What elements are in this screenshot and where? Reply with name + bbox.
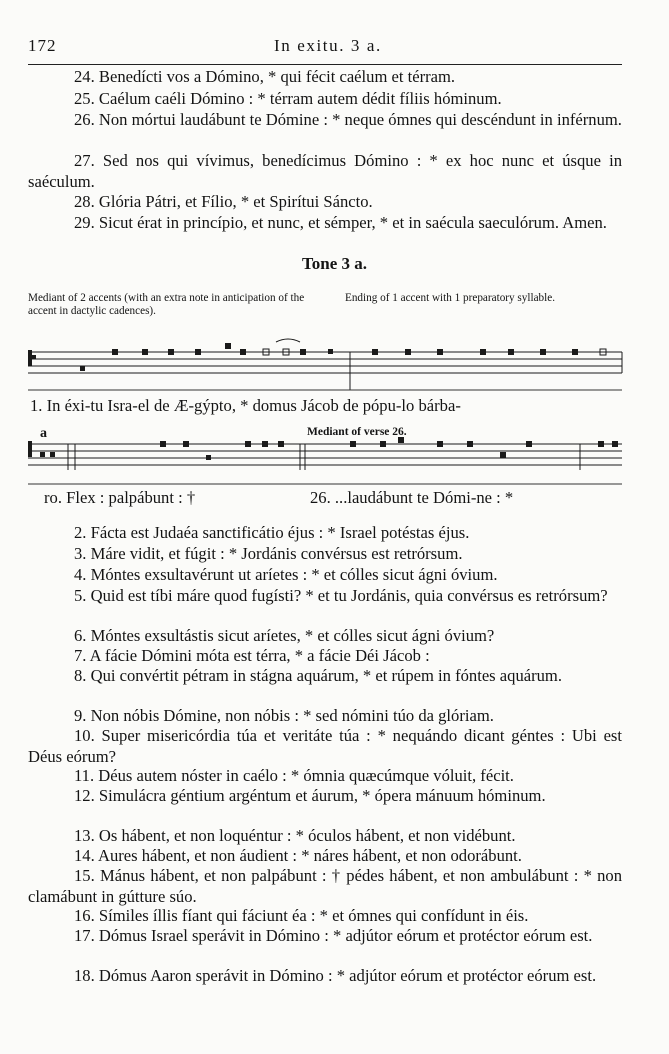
mediant-note: Mediant of 2 accents (with an extra note in anticipation of the accent in dactylic cadences).: [28, 292, 305, 317]
chant-lyrics-2-left: ro. Flex : palpábunt : †: [44, 488, 196, 507]
ending-note: Ending of 1 accent with 1 preparatory syllable.: [345, 292, 556, 304]
chant-lyrics-2-right: 26. ...laudábunt te Dómi-ne : *: [310, 488, 514, 507]
verse-8: 8. Qui convértit pétram in stágna aquárum, * et rúpem in fóntes aquárum.: [74, 666, 562, 685]
verse-17: 17. Dómus Israel sperávit in Dómino : * adjútor eórum et protéctor eórum est.: [74, 926, 593, 945]
verse-12: 12. Simulácra géntium argéntum et áurum, * ópera mánuum hóminum.: [74, 786, 546, 805]
verse-13: 13. Os hábent, et non loquéntur : * óculos hábent, et non vidébunt.: [74, 826, 516, 845]
tone-title: Tone 3 a.: [301, 254, 368, 273]
verse-14: 14. Aures hábent, et non áudient : * náres hábent, et non odorábunt.: [74, 846, 522, 865]
verse-16: 16. Símiles íllis fíant qui fáciunt éa : * et ómnes qui confídunt in éis.: [74, 906, 529, 925]
page-number: 172: [28, 36, 57, 55]
verse-15: 15. Mánus hábent, et non palpábunt : † pédes hábent, et non ambulábunt : * non clamábunt in gútture súo.: [28, 866, 622, 906]
verse-11: 11. Déus autem nóster in caélo : * ómnia quæcúmque vóluit, fécit.: [74, 766, 514, 785]
verse-9: 9. Non nóbis Dómine, non nóbis : * sed nómini túo da glóriam.: [74, 706, 494, 725]
verse-7: 7. A fácie Dómini móta est térra, * a fácie Déi Jácob :: [74, 646, 430, 665]
verse-4: 4. Móntes exsultavérunt ut aríetes : * et cólles sicut ágni óvium.: [74, 565, 498, 584]
verse-26: 26. Non mórtui laudábunt te Dómine : * neque ómnes qui descéndunt in inférnum.: [74, 110, 622, 129]
verse-24: 24. Benedícti vos a Dómino, * qui fécit caélum et térram.: [74, 67, 456, 86]
verse-27: 27. Sed nos qui vívimus, benedícimus Dómino : * ex hoc nunc et úsque in saéculum.: [28, 151, 622, 191]
verse-6: 6. Móntes exsultástis sicut aríetes, * et cólles sicut ágni óvium?: [74, 626, 495, 645]
neumes-1: [80, 343, 606, 371]
staff-2: [28, 444, 622, 484]
staff-1: [28, 352, 622, 390]
verse-3: 3. Máre vidit, et fúgit : * Jordánis convérsus est retrórsum.: [74, 544, 463, 563]
chant-notation: [0, 0, 669, 520]
accent-arc: [276, 339, 300, 342]
neumes-2: [160, 437, 618, 460]
verse-28: 28. Glória Pátri, et Fílio, * et Spirítui Sáncto.: [74, 192, 373, 211]
verse-18: 18. Dómus Aaron sperávit in Dómino : * adjútor eórum et protéctor eórum est.: [74, 966, 597, 985]
chant-line-2-start: a: [40, 426, 47, 441]
verse-10: 10. Super misericórdia túa et veritáte túa : * nequándo dicant géntes : Ubi est Déus eórum?: [28, 726, 622, 766]
verse-2: 2. Fácta est Judaéa sanctificátio éjus : * Israel potéstas éjus.: [74, 523, 470, 542]
verse-5: 5. Quid est tíbi máre quod fugísti? * et tu Jordánis, quia convérsus es retrórsum?: [74, 586, 608, 605]
clef-2: [28, 441, 55, 457]
running-title: In exitu. 3 a.: [274, 36, 382, 55]
mediant-label: Mediant of verse 26.: [307, 426, 407, 438]
chant-lyrics-1: 1. In éxi-tu Isra-el de Æ-gýpto, * domus Jácob de pópu-lo bárba-: [30, 396, 461, 415]
verse-29: 29. Sicut érat in princípio, et nunc, et sémper, * et in saécula saeculórum. Amen.: [74, 213, 607, 232]
verse-25: 25. Caélum caéli Dómino : * térram autem dédit fíliis hóminum.: [74, 89, 502, 108]
